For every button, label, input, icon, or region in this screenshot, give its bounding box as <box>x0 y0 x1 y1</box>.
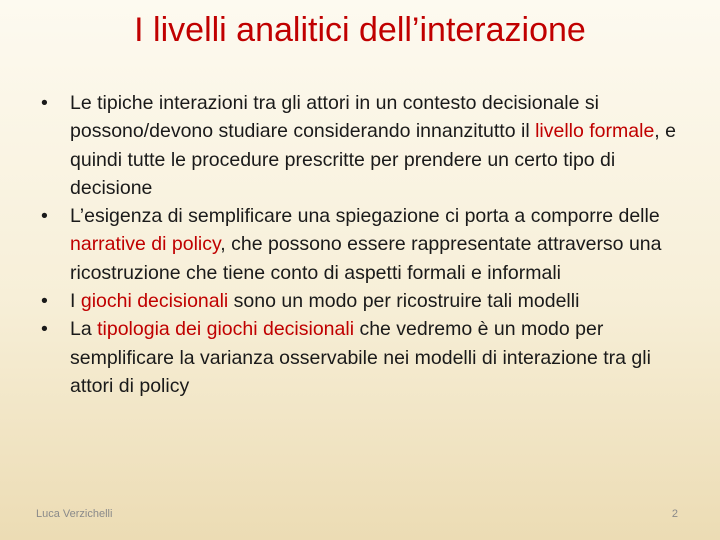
bullet-highlight: tipologia dei giochi decisionali <box>97 318 355 341</box>
bullet-text: , che possono essere rappresentate attraverso una ricostruzione che tiene conto di aspetti formali e informali <box>70 233 662 284</box>
bullet-text: I <box>70 290 81 313</box>
footer-author: Luca Verzichelli <box>36 508 113 520</box>
bullet-highlight: narrative di policy <box>70 233 221 256</box>
bullet-text: che vedremo è un modo per semplificare la varianza osservabile nei modelli di interazione tra gli attori di policy <box>70 318 651 397</box>
bullet-text: sono un modo per ricostruire tali modelli <box>228 290 580 313</box>
bullet-text: Le tipiche interazioni tra gli attori in un contesto decisionale si possono/devono studiare considerando innanzitutto il <box>70 92 599 143</box>
bullet-item <box>40 287 690 315</box>
bullet-item <box>40 315 690 400</box>
bullet-text: , e quindi tutte le procedure prescritte per prendere un certo tipo di decisione <box>70 120 676 199</box>
page-number: 2 <box>671 508 678 520</box>
bullet-list <box>40 89 690 400</box>
bullet-highlight: livello formale <box>535 120 655 143</box>
bullet-text: La <box>70 318 98 341</box>
bullet-item <box>40 89 690 202</box>
bullet-highlight: giochi decisionali <box>80 290 229 313</box>
bullet-text: L’esigenza di semplificare una spiegazione ci porta a comporre delle <box>70 205 660 228</box>
slide-title: I livelli analitici dell’interazione <box>134 11 586 49</box>
bullet-item <box>40 202 690 287</box>
